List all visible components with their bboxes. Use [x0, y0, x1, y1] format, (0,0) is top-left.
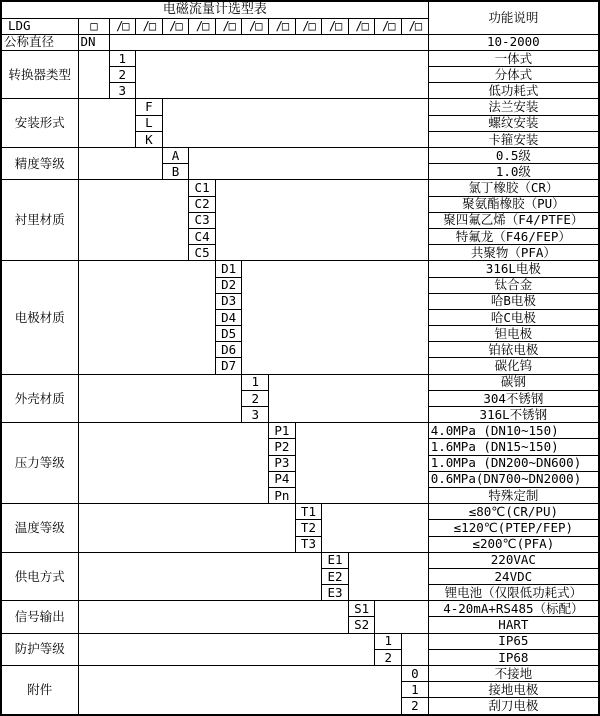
- desc-cell: 一体式: [428, 50, 599, 66]
- code-cell: D2: [215, 277, 242, 293]
- desc-cell: IP65: [428, 633, 599, 649]
- spacer-cell: [78, 601, 348, 633]
- code-cell: P1: [269, 423, 296, 439]
- desc-cell: 聚四氟乙烯（F4/PTFE）: [428, 212, 599, 228]
- order-slot-cell: /□: [215, 18, 242, 34]
- code-cell: 3: [242, 407, 269, 423]
- spacer-cell: [78, 261, 215, 374]
- code-cell: C5: [189, 245, 216, 261]
- desc-cell: ≤200℃(PFA): [428, 536, 599, 552]
- spacer-cell: [78, 633, 375, 665]
- code-cell: T2: [295, 520, 322, 536]
- desc-cell: 卡箍安装: [428, 131, 599, 147]
- spacer-cell: [242, 261, 428, 374]
- code-cell: A: [162, 148, 189, 164]
- desc-cell: ≤120℃(PTEP/FEP): [428, 520, 599, 536]
- category-label: 附件: [1, 666, 78, 716]
- code-cell: F: [136, 99, 163, 115]
- order-slot-cell: /□: [375, 18, 402, 34]
- order-slot-cell: /□: [295, 18, 322, 34]
- desc-cell: 4-20mA+RS485（标配）: [428, 601, 599, 617]
- desc-cell: 0.5级: [428, 148, 599, 164]
- spacer-cell: [78, 180, 189, 261]
- desc-cell: 316L不锈钢: [428, 407, 599, 423]
- desc-cell: 哈C电极: [428, 309, 599, 325]
- code-cell: E1: [322, 552, 349, 568]
- desc-cell: 1.0级: [428, 164, 599, 180]
- order-box-cell: □: [78, 18, 109, 34]
- spacer-cell: [348, 552, 428, 601]
- code-cell: T3: [295, 536, 322, 552]
- code-cell: 1: [402, 682, 429, 698]
- model-prefix: LDG: [1, 18, 78, 34]
- desc-cell: ≤80℃(CR/PU): [428, 504, 599, 520]
- spacer-cell: [78, 552, 322, 601]
- spacer-cell: [162, 99, 428, 148]
- code-cell: 1: [109, 50, 136, 66]
- code-cell: 1: [375, 633, 402, 649]
- category-label: 温度等级: [1, 504, 78, 553]
- spacer-cell: [78, 423, 269, 504]
- code-cell: E2: [322, 568, 349, 584]
- category-label: 信号输出: [1, 601, 78, 633]
- desc-cell: 316L电极: [428, 261, 599, 277]
- code-cell: C2: [189, 196, 216, 212]
- desc-cell: 锂电池（仅限低功耗式）: [428, 585, 599, 601]
- desc-cell: 碳钢: [428, 374, 599, 390]
- spacer-cell: [375, 601, 428, 633]
- order-slot-cell: /□: [402, 18, 429, 34]
- code-cell: L: [136, 115, 163, 131]
- desc-cell: 共聚物（PFA）: [428, 245, 599, 261]
- desc-cell: 刮刀电极: [428, 698, 599, 715]
- desc-cell: 1.6MPa (DN15~150): [428, 439, 599, 455]
- category-label: 安装形式: [1, 99, 78, 148]
- code-cell: D5: [215, 326, 242, 342]
- desc-cell: 钽电极: [428, 326, 599, 342]
- desc-cell: 304不锈钢: [428, 390, 599, 406]
- code-cell: D3: [215, 293, 242, 309]
- code-cell: 2: [402, 698, 429, 715]
- code-cell: 1: [242, 374, 269, 390]
- spacer-cell: [78, 50, 109, 99]
- code-cell: 2: [375, 649, 402, 665]
- function-column-header: 功能说明: [428, 1, 599, 34]
- spacer-cell: [136, 50, 429, 99]
- code-cell: P4: [269, 471, 296, 487]
- code-cell: D4: [215, 309, 242, 325]
- category-label: 衬里材质: [1, 180, 78, 261]
- spacer-cell: [269, 374, 429, 423]
- category-label: 转换器类型: [1, 50, 78, 99]
- desc-cell: 聚氨酯橡胶（PU）: [428, 196, 599, 212]
- desc-cell: 不接地: [428, 666, 599, 682]
- spacer-cell: [189, 148, 428, 180]
- category-label: 防护等级: [1, 633, 78, 665]
- code-cell: C4: [189, 228, 216, 244]
- spacer-cell: [78, 374, 242, 423]
- code-cell: 2: [109, 67, 136, 83]
- order-slot-cell: /□: [109, 18, 136, 34]
- spacer-cell: [78, 666, 402, 716]
- spacer-cell: [215, 180, 428, 261]
- spacer-cell: [78, 148, 162, 180]
- code-cell: 3: [109, 83, 136, 99]
- code-cell: E3: [322, 585, 349, 601]
- desc-cell: 低功耗式: [428, 83, 599, 99]
- order-slot-cell: /□: [162, 18, 189, 34]
- order-slot-cell: /□: [136, 18, 163, 34]
- code-cell: B: [162, 164, 189, 180]
- desc-cell: 24VDC: [428, 568, 599, 584]
- code-cell: K: [136, 131, 163, 147]
- spacer-cell: [295, 423, 428, 504]
- order-slot-cell: /□: [269, 18, 296, 34]
- code-cell: D7: [215, 358, 242, 374]
- desc-cell: 哈B电极: [428, 293, 599, 309]
- table-title: 电磁流量计选型表: [1, 1, 428, 18]
- desc-cell: 碳化钨: [428, 358, 599, 374]
- code-cell: T1: [295, 504, 322, 520]
- spacer-cell: [78, 99, 136, 148]
- category-label: 供电方式: [1, 552, 78, 601]
- order-slot-cell: /□: [189, 18, 216, 34]
- code-cell: D6: [215, 342, 242, 358]
- order-slot-cell: /□: [242, 18, 269, 34]
- desc-cell: IP68: [428, 649, 599, 665]
- desc-cell: 钛合金: [428, 277, 599, 293]
- desc-cell: 法兰安装: [428, 99, 599, 115]
- code-cell: P3: [269, 455, 296, 471]
- spacer-cell: [109, 34, 428, 50]
- desc-cell: 1.0MPa (DN200~DN600): [428, 455, 599, 471]
- desc-cell: 0.6MPa(DN700~DN2000): [428, 471, 599, 487]
- category-label: 精度等级: [1, 148, 78, 180]
- desc-cell: 特氟龙（F46/FEP）: [428, 228, 599, 244]
- desc-cell: 4.0MPa (DN10~150): [428, 423, 599, 439]
- desc-cell: HART: [428, 617, 599, 633]
- spacer-cell: [402, 633, 429, 665]
- code-cell: 2: [242, 390, 269, 406]
- code-cell: S2: [348, 617, 375, 633]
- desc-cell: 特殊定制: [428, 487, 599, 503]
- code-cell: Pn: [269, 487, 296, 503]
- code-cell: DN: [78, 34, 109, 50]
- spacer-cell: [322, 504, 428, 553]
- category-label: 公称直径: [1, 34, 78, 50]
- desc-cell: 氯丁橡胶（CR）: [428, 180, 599, 196]
- spacer-cell: [78, 504, 295, 553]
- category-label: 电极材质: [1, 261, 78, 374]
- code-cell: C3: [189, 212, 216, 228]
- category-label: 外壳材质: [1, 374, 78, 423]
- order-slot-cell: /□: [348, 18, 375, 34]
- desc-cell: 螺纹安装: [428, 115, 599, 131]
- code-cell: P2: [269, 439, 296, 455]
- code-cell: 0: [402, 666, 429, 682]
- code-cell: C1: [189, 180, 216, 196]
- desc-cell: 铂铱电极: [428, 342, 599, 358]
- desc-cell: 10-2000: [428, 34, 599, 50]
- desc-cell: 220VAC: [428, 552, 599, 568]
- order-slot-cell: /□: [322, 18, 349, 34]
- category-label: 压力等级: [1, 423, 78, 504]
- desc-cell: 接地电极: [428, 682, 599, 698]
- desc-cell: 分体式: [428, 67, 599, 83]
- code-cell: S1: [348, 601, 375, 617]
- code-cell: D1: [215, 261, 242, 277]
